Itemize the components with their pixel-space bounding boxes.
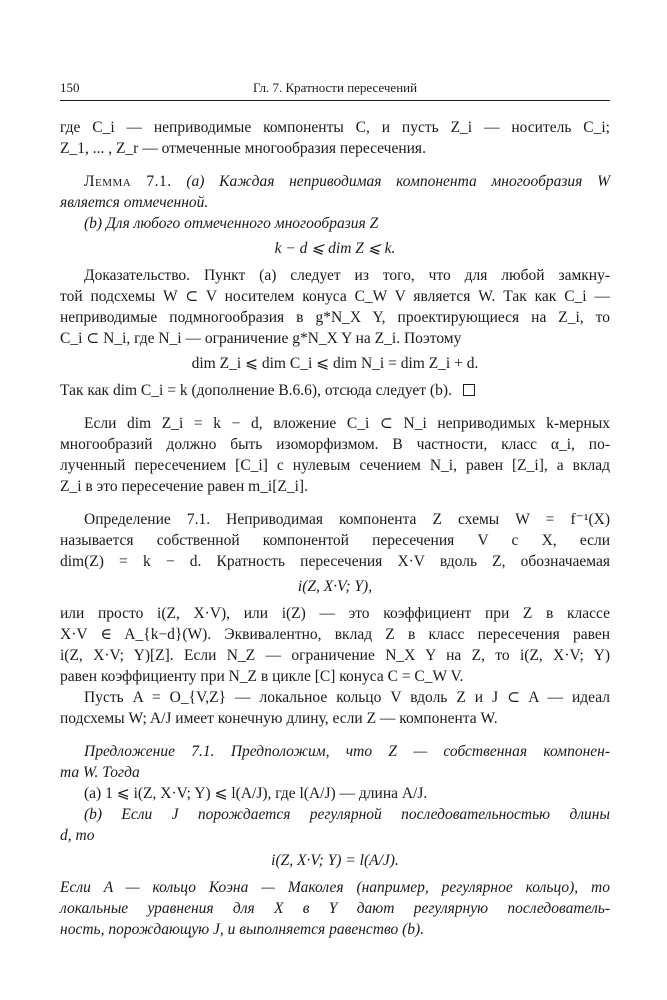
definition-equation: i(Z, X·V; Y), xyxy=(297,578,373,595)
proposition-line: (b) Если J порождается регулярной последовательностью длины xyxy=(84,806,610,823)
proof-line: Доказательство. Пункт (a) следует из того, что для любой замкну- xyxy=(84,267,610,284)
proposition-equation: i(Z, X·V; Y) = l(A/J). xyxy=(271,852,399,869)
proposition-line: Если A — кольцо Коэна — Маколея (например, регулярное кольцо), то xyxy=(60,879,610,896)
lemma-line: (b) Для любого отмеченного многообразия Z xyxy=(84,215,379,232)
intro-line: где C_i — неприводимые компоненты C, и пусть Z_i — носитель C_i; xyxy=(60,119,610,136)
proof-line: той подсхемы W ⊂ V носителем конуса C_W V является W. Так как C_i — xyxy=(60,288,610,305)
proposition-line: d, то xyxy=(60,827,95,844)
paragraph-line: лученный пересечением [C_i] с нулевым сечением N_i, равен [Z_i], а вклад xyxy=(60,457,610,474)
proposition-line: та W. Тогда xyxy=(60,764,140,781)
definition-line: равен коэффициенту при N_Z в цикле [C] конуса C = C_W V. xyxy=(60,668,464,685)
definition-line: Определение 7.1. Неприводимая компонента Z схемы W = f⁻¹(X) xyxy=(84,511,610,528)
page-body xyxy=(60,117,610,940)
proof-line: неприводимые подмногообразия в g*N_X Y, проектирующиеся на Z_i, то xyxy=(60,309,610,326)
definition-line: или просто i(Z, X·V), или i(Z) — это коэффициент при Z в классе xyxy=(60,605,610,622)
proposition-line: локальные уравнения для X в Y дают регулярную последователь- xyxy=(60,900,610,917)
definition-line: X·V ∈ A_{k−d}(W). Эквивалентно, вклад Z в класс пересечения равен xyxy=(60,626,610,643)
lemma-equation: k − d ⩽ dim Z ⩽ k. xyxy=(274,240,396,257)
lemma-line: является отмеченной. xyxy=(60,194,209,211)
lemma-text: (a) Каждая неприводимая компонента многообразия W xyxy=(186,173,610,190)
definition-line: называется собственной компонентой пересечения V с X, если xyxy=(60,532,610,549)
book-page xyxy=(60,78,610,940)
paragraph-line: Z_i в это пересечение равен m_i[Z_i]. xyxy=(60,478,308,495)
paragraph-line: Если dim Z_i = k − d, вложение C_i ⊂ N_i неприводимых k-мерных xyxy=(84,415,610,432)
definition-line: i(Z, X·V; Y)[Z]. Если N_Z — ограничение N_X Y на Z, то i(Z, X·V; Y) xyxy=(60,647,610,664)
lemma-label: Лемма 7.1. xyxy=(84,173,172,190)
proposition-line: (a) 1 ⩽ i(Z, X·V; Y) ⩽ l(A/J), где l(A/J) — длина A/J. xyxy=(84,785,428,802)
chapter-title: Гл. 7. Кратности пересечений xyxy=(252,80,418,95)
page-number: 150 xyxy=(60,80,80,95)
paragraph-line: Пусть A = O_{V,Z} — локальное кольцо V вдоль Z и J ⊂ A — идеал xyxy=(84,689,610,706)
proof-equation: dim Z_i ⩽ dim C_i ⩽ dim N_i = dim Z_i + d. xyxy=(191,355,479,372)
proof-end-line xyxy=(60,380,610,401)
qed-square-icon xyxy=(463,384,475,396)
intro-line: Z_1, ... , Z_r — отмеченные многообразия пересечения. xyxy=(60,140,426,157)
proof-end-text: Так как dim C_i = k (дополнение B.6.6), отсюда следует (b). xyxy=(60,382,452,399)
running-head xyxy=(60,78,610,101)
proof-line: C_i ⊂ N_i, где N_i — ограничение g*N_X Y на Z_i. Поэтому xyxy=(60,330,462,347)
lemma-line xyxy=(60,171,610,192)
definition-line: dim(Z) = k − d. Кратность пересечения X·V вдоль Z, обозначаемая xyxy=(60,553,610,570)
paragraph-line: многообразий должно быть изоморфизмом. В частности, класс α_i, по- xyxy=(60,436,610,453)
proposition-line: ность, порождающую J, и выполняется равенство (b). xyxy=(60,921,425,938)
paragraph-line: подсхемы W; A/J имеет конечную длину, если Z — компонента W. xyxy=(60,710,498,727)
proposition-line: Предложение 7.1. Предположим, что Z — собственная компонен- xyxy=(84,743,610,760)
